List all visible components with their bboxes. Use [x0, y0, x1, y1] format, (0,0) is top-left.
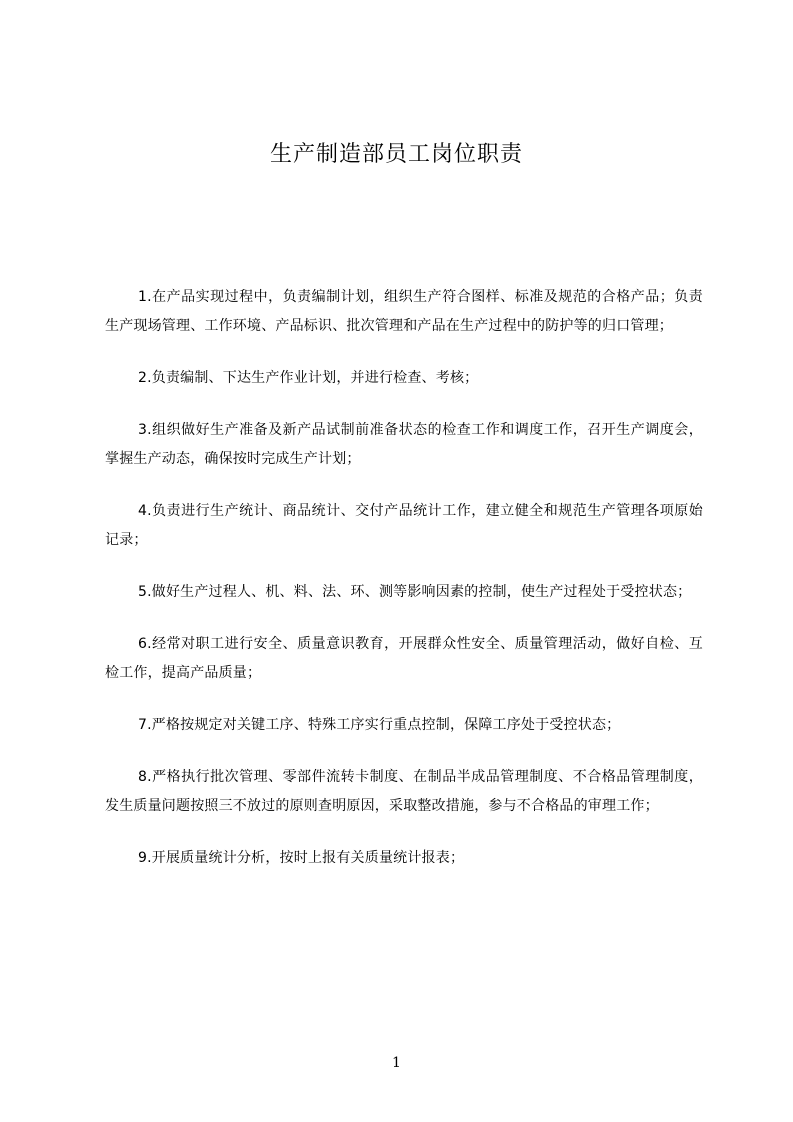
list-item: 8.严格执行批次管理、零部件流转卡制度、在制品半成品管理制度、不合格品管理制度，发生质量问题按照三不放过的原则查明原因，采取整改措施，参与不合格品的审理工作； — [105, 769, 703, 814]
list-item: 7.严格按规定对关键工序、特殊工序实行重点控制，保障工序处于受控状态； — [138, 717, 621, 733]
page-number: 1 — [392, 1055, 401, 1071]
list-item: 6.经常对职工进行安全、质量意识教育，开展群众性安全、质量管理活动，做好自检、互检工作，提高产品质量； — [105, 636, 703, 681]
document-title: 生产制造部员工岗位职责 — [269, 142, 523, 167]
responsibility-list — [105, 283, 703, 896]
list-item: 9.开展质量统计分析，按时上报有关质量统计报表； — [138, 850, 465, 866]
list-item: 4.负责进行生产统计、商品统计、交付产品统计工作，建立健全和规范生产管理各项原始记录； — [105, 503, 703, 548]
list-item: 1.在产品实现过程中，负责编制计划，组织生产符合图样、标准及规范的合格产品；负责生产现场管理、工作环境、产品标识、批次管理和产品在生产过程中的防护等的归口管理； — [105, 289, 703, 334]
list-item: 3.组织做好生产准备及新产品试制前准备状态的检查工作和调度工作，召开生产调度会，掌握生产动态，确保按时完成生产计划； — [105, 422, 703, 467]
list-item: 5.做好生产过程人、机、料、法、环、测等影响因素的控制，使生产过程处于受控状态； — [138, 584, 692, 600]
list-item: 2.负责编制、下达生产作业计划，并进行检查、考核； — [138, 370, 479, 386]
